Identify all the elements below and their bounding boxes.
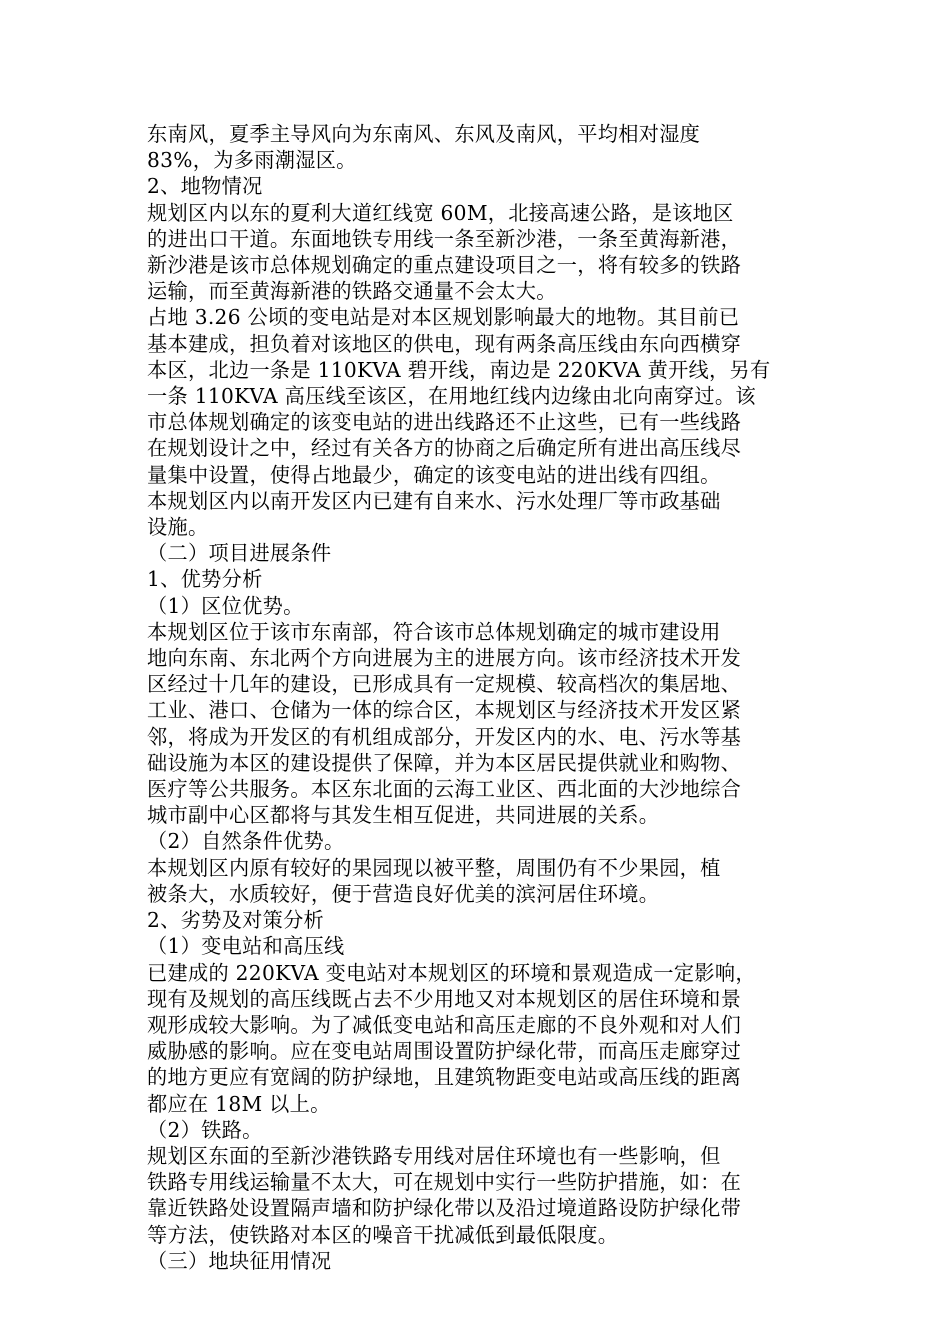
text-line: 规划区内以东的夏利大道红线宽 60M，北接高速公路，是该地区 bbox=[147, 200, 734, 225]
text-line: （1）区位优势。 bbox=[147, 593, 304, 618]
text-line: 工业、港口、仓储为一体的综合区，本规划区与经济技术开发区紧 bbox=[147, 698, 742, 723]
text-line: 地向东南、东北两个方向进展为主的进展方向。该市经济技术开发 bbox=[147, 646, 742, 671]
text-line: 本区，北边一条是 110KVA 碧开线，南边是 220KVA 黄开线，另有 bbox=[147, 357, 771, 382]
text-line: 医疗等公共服务。本区东北面的云海工业区、西北面的大沙地综合 bbox=[147, 777, 742, 802]
text-line: 铁路专用线运输量不太大，可在规划中实行一些防护措施，如：在 bbox=[147, 1170, 742, 1195]
document-body bbox=[147, 121, 807, 1274]
text-line: 新沙港是该市总体规划确定的重点建设项目之一，将有较多的铁路 bbox=[147, 253, 742, 278]
text-line: 一条 110KVA 高压线至该区，在用地红线内边缘由北向南穿过。该 bbox=[147, 384, 756, 409]
text-line: 占地 3.26 公顷的变电站是对本区规划影响最大的地物。其目前已 bbox=[147, 305, 740, 330]
text-line: 被条大，水质较好，便于营造良好优美的滨河居住环境。 bbox=[147, 881, 660, 906]
text-line: （二）项目进展条件 bbox=[147, 541, 332, 566]
text-line: 2、劣势及对策分析 bbox=[147, 908, 325, 933]
text-line: 等方法，使铁路对本区的噪音干扰减低到最低限度。 bbox=[147, 1222, 619, 1247]
text-line: 的进出口干道。东面地铁专用线一条至新沙港，一条至黄海新港， bbox=[147, 226, 742, 251]
text-line: 本规划区内以南开发区内已建有自来水、污水处理厂等市政基础 bbox=[147, 488, 721, 513]
text-line: 2、地物情况 bbox=[147, 174, 263, 199]
text-line: 本规划区位于该市东南部，符合该市总体规划确定的城市建设用 bbox=[147, 619, 721, 644]
text-line: 城市副中心区都将与其发生相互促进，共同进展的关系。 bbox=[147, 803, 660, 828]
text-line: 威胁感的影响。应在变电站周围设置防护绿化带，而高压走廊穿过 bbox=[147, 1039, 742, 1064]
text-line: 83%，为多雨潮湿区。 bbox=[147, 148, 357, 173]
text-line: 设施。 bbox=[147, 515, 209, 540]
text-line: （2）自然条件优势。 bbox=[147, 829, 345, 854]
text-line: 市总体规划确定的该变电站的进出线路还不止这些，已有一些线路 bbox=[147, 410, 742, 435]
text-line: 东南风，夏季主导风向为东南风、东风及南风，平均相对湿度 bbox=[147, 122, 701, 146]
text-line: （三）地块征用情况 bbox=[147, 1248, 332, 1273]
text-line: 规划区东面的至新沙港铁路专用线对居住环境也有一些影响，但 bbox=[147, 1143, 721, 1168]
text-line: 1、优势分析 bbox=[147, 567, 263, 592]
text-line: 靠近铁路处设置隔声墙和防护绿化带以及沿过境道路设防护绿化带 bbox=[147, 1196, 742, 1221]
text-line: 的地方更应有宽阔的防护绿地，且建筑物距变电站或高压线的距离 bbox=[147, 1065, 742, 1090]
text-line: 邻，将成为开发区的有机组成部分，开发区内的水、电、污水等基 bbox=[147, 724, 742, 749]
text-line: 都应在 18M 以上。 bbox=[147, 1091, 331, 1116]
text-line: 观形成较大影响。为了减低变电站和高压走廊的不良外观和对人们 bbox=[147, 1012, 742, 1037]
text-line: 本规划区内原有较好的果园现以被平整，周围仍有不少果园，植 bbox=[147, 855, 721, 880]
text-line: （2）铁路。 bbox=[147, 1117, 263, 1142]
text-line: 现有及规划的高压线既占去不少用地又对本规划区的居住环境和景 bbox=[147, 986, 742, 1011]
text-line: （1）变电站和高压线 bbox=[147, 934, 345, 959]
text-line: 已建成的 220KVA 变电站对本规划区的环境和景观造成一定影响， bbox=[147, 960, 756, 985]
text-line: 区经过十几年的建设，已形成具有一定规模、较高档次的集居地、 bbox=[147, 672, 742, 697]
text-line: 在规划设计之中，经过有关各方的协商之后确定所有进出高压线尽 bbox=[147, 436, 742, 461]
text-line: 基本建成，担负着对该地区的供电，现有两条高压线由东向西横穿 bbox=[147, 331, 742, 356]
text-line: 量集中设置，使得占地最少，确定的该变电站的进出线有四组。 bbox=[147, 462, 721, 487]
text-line: 运输，而至黄海新港的铁路交通量不会太大。 bbox=[147, 279, 557, 304]
text-line: 础设施为本区的建设提供了保障，并为本区居民提供就业和购物、 bbox=[147, 750, 742, 775]
